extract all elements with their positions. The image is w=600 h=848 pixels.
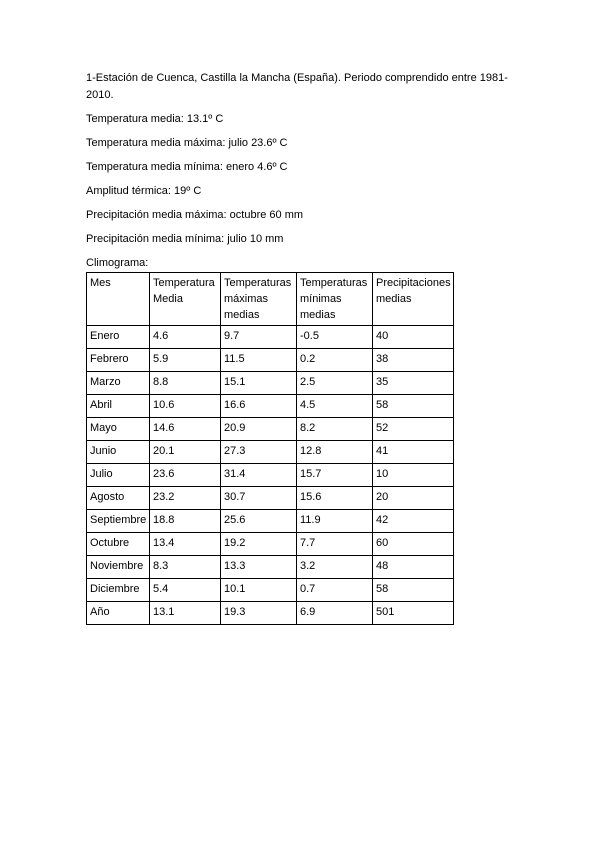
cell-temperatura-minima: 0.2: [297, 349, 373, 372]
stat-temperatura-media-maxima: Temperatura media máxima: julio 23.6º C: [86, 137, 288, 149]
cell-temperatura-media: 13.1: [150, 602, 221, 625]
cell-temperatura-minima: 3.2: [297, 556, 373, 579]
cell-precipitacion: 48: [373, 556, 454, 579]
cell-temperatura-minima: 15.6: [297, 487, 373, 510]
table-row: [87, 556, 454, 579]
table-row: [87, 602, 454, 625]
cell-temperatura-media: 5.9: [150, 349, 221, 372]
stat-precipitacion-maxima: Precipitación media máxima: octubre 60 mm: [86, 209, 304, 221]
cell-precipitacion: 501: [373, 602, 454, 625]
cell-temperatura-minima: 8.2: [297, 418, 373, 441]
cell-mes: Mayo: [87, 418, 150, 441]
cell-mes: Junio: [87, 441, 150, 464]
cell-temperatura-media: 10.6: [150, 395, 221, 418]
cell-temperatura-media: 8.8: [150, 372, 221, 395]
cell-precipitacion: 42: [373, 510, 454, 533]
cell-temperatura-maxima: 30.7: [221, 487, 297, 510]
cell-temperatura-media: 5.4: [150, 579, 221, 602]
cell-mes: Febrero: [87, 349, 150, 372]
header-temperatura-media: Temperatura Media: [150, 273, 221, 326]
table-row: [87, 349, 454, 372]
stat-amplitud-termica: Amplitud térmica: 19º C: [86, 185, 202, 197]
table-row: [87, 464, 454, 487]
table-row: [87, 533, 454, 556]
cell-precipitacion: 10: [373, 464, 454, 487]
stat-temperatura-media-minima: Temperatura media mínima: enero 4.6º C: [86, 161, 288, 173]
cell-temperatura-maxima: 10.1: [221, 579, 297, 602]
cell-temperatura-minima: 2.5: [297, 372, 373, 395]
cell-temperatura-minima: -0.5: [297, 326, 373, 349]
table-row: [87, 487, 454, 510]
cell-temperatura-minima: 7.7: [297, 533, 373, 556]
table-row: [87, 441, 454, 464]
cell-temperatura-media: 8.3: [150, 556, 221, 579]
cell-temperatura-media: 20.1: [150, 441, 221, 464]
cell-mes: Agosto: [87, 487, 150, 510]
header-temperaturas-minimas: Temperaturas mínimas medias: [297, 273, 373, 326]
cell-temperatura-minima: 0.7: [297, 579, 373, 602]
stat-precipitacion-minima: Precipitación media mínima: julio 10 mm: [86, 233, 284, 245]
header-temperaturas-maximas: Temperaturas máximas medias: [221, 273, 297, 326]
cell-mes: Abril: [87, 395, 150, 418]
cell-temperatura-media: 13.4: [150, 533, 221, 556]
cell-temperatura-maxima: 27.3: [221, 441, 297, 464]
cell-temperatura-maxima: 9.7: [221, 326, 297, 349]
cell-temperatura-maxima: 11.5: [221, 349, 297, 372]
cell-mes: Diciembre: [87, 579, 150, 602]
cell-temperatura-minima: 15.7: [297, 464, 373, 487]
cell-temperatura-media: 23.2: [150, 487, 221, 510]
cell-precipitacion: 38: [373, 349, 454, 372]
cell-precipitacion: 20: [373, 487, 454, 510]
cell-temperatura-maxima: 15.1: [221, 372, 297, 395]
cell-temperatura-maxima: 19.3: [221, 602, 297, 625]
cell-temperatura-maxima: 19.2: [221, 533, 297, 556]
cell-temperatura-maxima: 16.6: [221, 395, 297, 418]
table-row: [87, 372, 454, 395]
station-title: 1-Estación de Cuenca, Castilla la Mancha (España). Periodo comprendido entre 1981-2010.: [86, 72, 508, 101]
cell-temperatura-minima: 12.8: [297, 441, 373, 464]
cell-mes: Septiembre: [87, 510, 150, 533]
cell-precipitacion: 58: [373, 395, 454, 418]
cell-mes: Año: [87, 602, 150, 625]
table-row: [87, 326, 454, 349]
document-page: [86, 70, 526, 625]
cell-temperatura-media: 23.6: [150, 464, 221, 487]
cell-temperatura-maxima: 13.3: [221, 556, 297, 579]
climate-table: [86, 272, 454, 625]
cell-mes: Marzo: [87, 372, 150, 395]
cell-temperatura-maxima: 25.6: [221, 510, 297, 533]
cell-temperatura-minima: 11.9: [297, 510, 373, 533]
stat-temperatura-media: Temperatura media: 13.1º C: [86, 113, 224, 125]
cell-mes: Octubre: [87, 533, 150, 556]
header-precipitaciones: Precipitaciones medias: [373, 273, 454, 326]
table-row: [87, 579, 454, 602]
table-row: [87, 395, 454, 418]
cell-precipitacion: 35: [373, 372, 454, 395]
cell-precipitacion: 40: [373, 326, 454, 349]
table-row: [87, 418, 454, 441]
cell-temperatura-media: 4.6: [150, 326, 221, 349]
cell-precipitacion: 58: [373, 579, 454, 602]
cell-temperatura-maxima: 31.4: [221, 464, 297, 487]
cell-precipitacion: 60: [373, 533, 454, 556]
cell-mes: Noviembre: [87, 556, 150, 579]
table-header-row: [87, 273, 454, 326]
cell-mes: Julio: [87, 464, 150, 487]
cell-temperatura-minima: 6.9: [297, 602, 373, 625]
cell-mes: Enero: [87, 326, 150, 349]
cell-temperatura-maxima: 20.9: [221, 418, 297, 441]
cell-temperatura-media: 18.8: [150, 510, 221, 533]
cell-precipitacion: 41: [373, 441, 454, 464]
climograma-label: Climograma:: [86, 257, 149, 269]
cell-temperatura-minima: 4.5: [297, 395, 373, 418]
table-row: [87, 510, 454, 533]
header-mes: Mes: [87, 273, 150, 326]
cell-precipitacion: 52: [373, 418, 454, 441]
cell-temperatura-media: 14.6: [150, 418, 221, 441]
